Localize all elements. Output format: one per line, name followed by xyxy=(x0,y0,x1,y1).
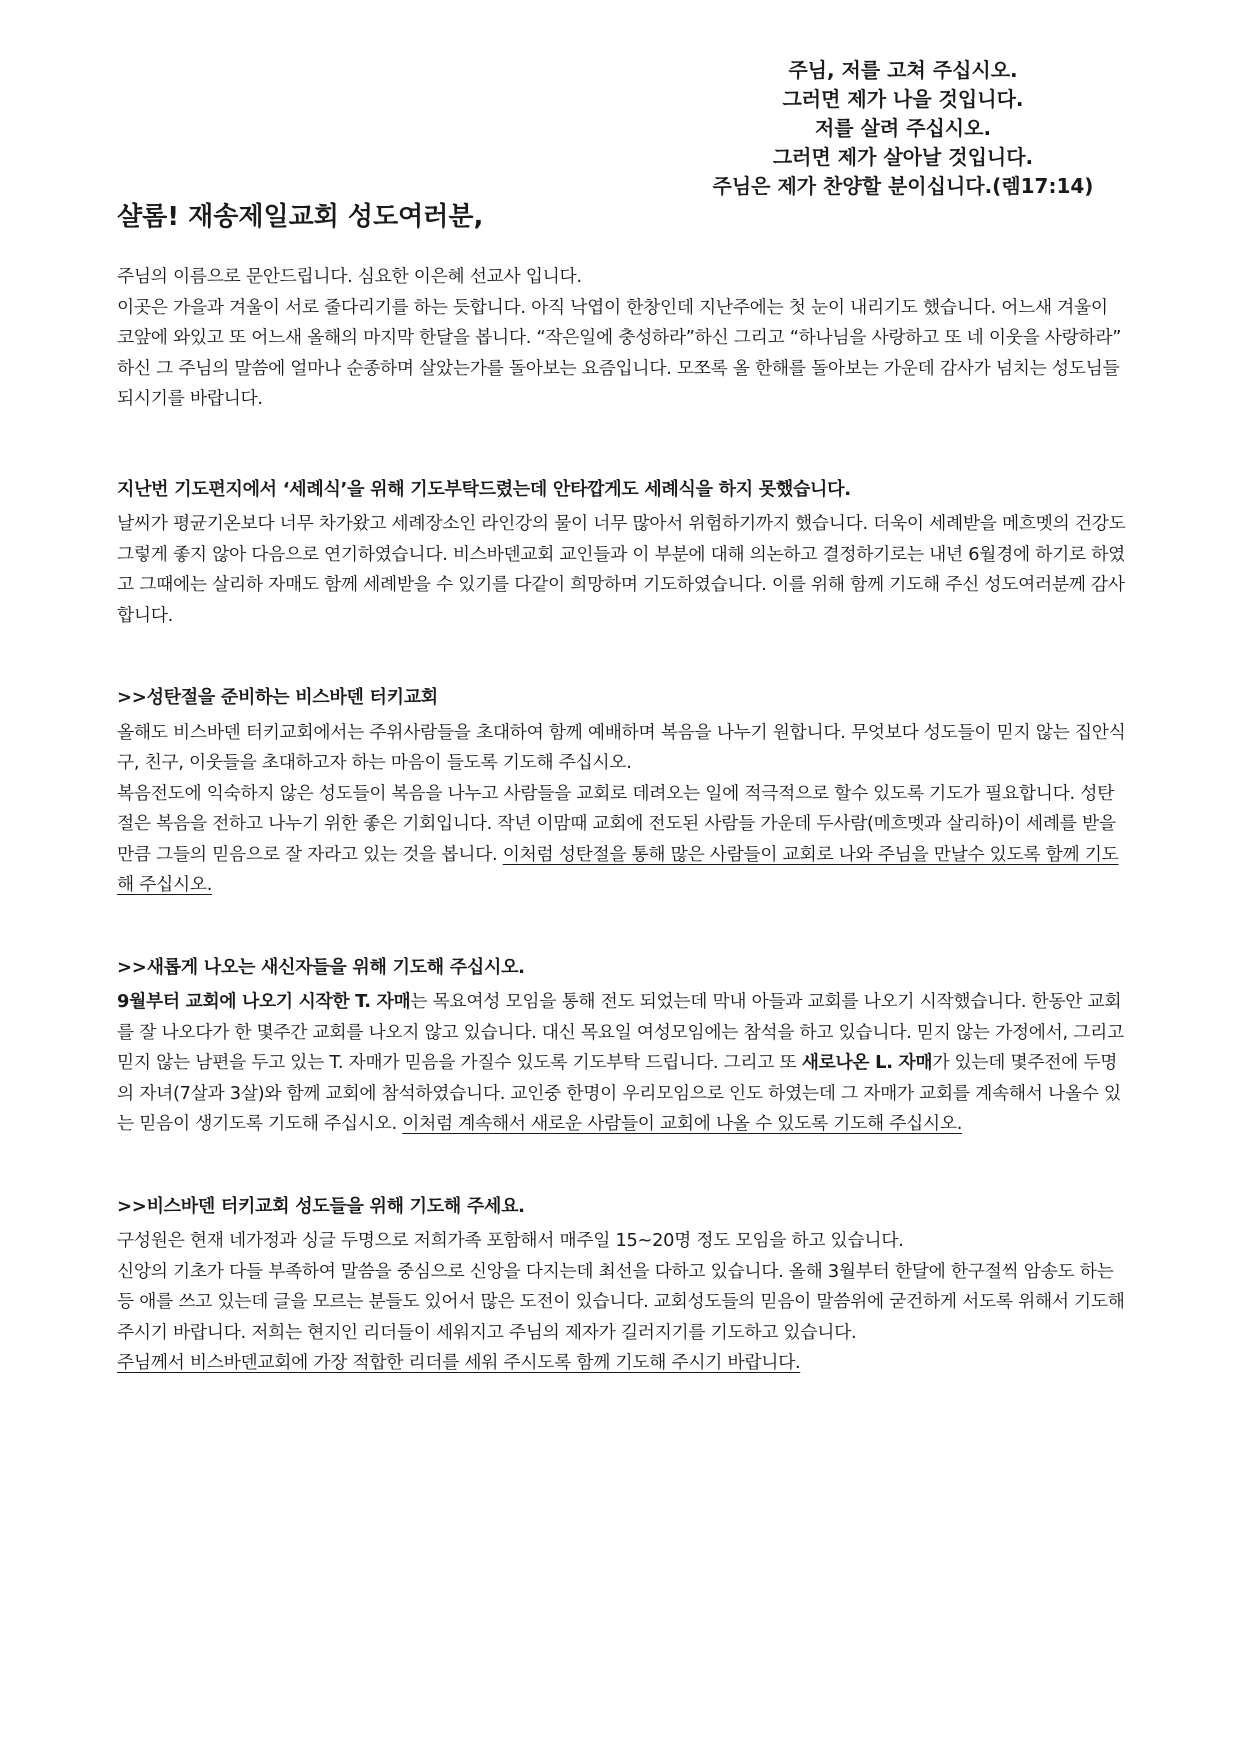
underlined-prayer-request: 이처럼 성탄절을 통해 많은 사람들이 교회로 나와 주님을 만날수 있도록 함께 기도해 주십시오. xyxy=(117,843,1119,895)
verse-line: 주님, 저를 고쳐 주십시오. xyxy=(788,58,1018,82)
section-paragraph xyxy=(117,987,1127,1140)
section-christmas xyxy=(117,683,1127,901)
bold-highlight: 새로나온 L. 자매 xyxy=(801,1052,933,1073)
intro-paragraph: 주님의 이름으로 문안드립니다. 심요한 이은혜 선교사 입니다. xyxy=(117,266,582,287)
paragraph-text: 가 있는데 몇주전에 두명의 자녀(7살과 3살)와 함께 교회에 참석하였습니다. 교인중 한명이 우리모임으로 인도 하였는데 그 자매가 교회를 계속해서 나올수 있는 믿음이 생기도록 기도해 주십시오. xyxy=(117,1052,1121,1134)
paragraph-text: 는 목요여성 모임을 통해 전도 되었는데 막내 아들과 교회를 나오기 시작했습니다. 한동안 교회를 잘 나오다가 한 몇주간 교회를 나오지 않고 있습니다. 대신 목요일 여성모임에는 참석을 하고 있습니다. 믿지 않는 가정에서, 그리고 믿지 않는 남편을 두고 있는 T. 자매가 믿음을 가질수 있도록 기도부탁 드립니다. 그리고 또 xyxy=(117,991,1124,1073)
greeting-title: 샬롬! 재송제일교회 성도여러분, xyxy=(117,202,484,232)
section-heading: >>비스바덴 터키교회 성도들을 위해 기도해 주세요. xyxy=(117,1195,525,1217)
section-heading: >>성탄절을 준비하는 비스바덴 터키교회 xyxy=(117,687,438,708)
section-paragraph xyxy=(117,779,1127,901)
section-paragraph: 날씨가 평균기온보다 너무 차가왔고 세례장소인 라인강의 물이 너무 많아서 위험하기까지 했습니다. 더욱이 세례받을 메흐멧의 건강도 그렇게 좋지 않아 다음으로 연기하였습니다. 비스바덴교회 교인들과 이 부분에 대해 의논하고 결정하기로는 내년 6월경에 하기로 하였고 그때에는 살리하 자매도 함께 세례받을 수 있기를 다같이 희망하며 기도하였습니다. 이를 위해 함께 기도해 주신 성도여러분께 감사합니다. xyxy=(117,513,1126,626)
section-heading: 지난번 기도편지에서 ‘세례식’을 위해 기도부탁드렸는데 안타깝게도 세례식을 하지 못했습니다. xyxy=(117,478,851,500)
section-newcomers xyxy=(117,953,1127,1140)
underlined-prayer-request: 이처럼 계속해서 새로운 사람들이 교회에 나올 수 있도록 기도해 주십시오. xyxy=(402,1113,963,1134)
section-paragraph: 구성원은 현재 네가정과 싱글 두명으로 저희가족 포함해서 매주일 15~20명 정도 모임을 하고 있습니다. xyxy=(117,1230,904,1251)
verse-line: 저를 살려 주십시오. xyxy=(814,116,992,140)
section-paragraph: 신앙의 기초가 다들 부족하여 말씀을 중심으로 신앙을 다지는데 최선을 다하고 있습니다. 올해 3월부터 한달에 한구절씩 암송도 하는 등 애를 쓰고 있는데 글을 모르는 분들도 있어서 많은 도전이 있습니다. 교회성도들의 믿음이 말씀위에 굳건하게 서도록 위해서 기도해 주시기 바랍니다. 저희는 현지인 리더들이 세워지고 주님의 제자가 길러지기를 기도하고 있습니다. xyxy=(117,1260,1125,1343)
verse-line: 그러면 제가 살아날 것입니다. xyxy=(772,145,1034,169)
paragraph-text: 복음전도에 익숙하지 않은 성도들이 복음을 나누고 사람들을 교회로 데려오는 일에 적극적으로 할수 있도록 기도가 필요합니다. 성탄절은 복음을 전하고 나누기 위한 좋은 기회입니다. 작년 이맘때 교회에 전도된 사람들 가운데 두사람(메흐멧과 살리하)이 세례를 받을만큼 그들의 믿음으로 잘 자라고 있는 것을 봅니다. xyxy=(117,782,1116,865)
letter-body xyxy=(117,262,1127,1379)
section-paragraph xyxy=(117,1348,1127,1379)
section-heading: >>새롭게 나오는 새신자들을 위해 기도해 주십시오. xyxy=(117,956,525,978)
bold-highlight: 9월부터 교회에 나오기 시작한 T. 자매 xyxy=(117,991,411,1012)
verse-line: 그러면 제가 나을 것입니다. xyxy=(782,87,1024,111)
section-baptism xyxy=(117,475,1127,632)
section-paragraph: 올해도 비스바덴 터키교회에서는 주위사람들을 초대하여 함께 예배하며 복음을 나누기 원합니다. 무엇보다 성도들이 믿지 않는 집안식구, 친구, 이웃들을 초대하고자 하는 마음이 들도록 기도해 주십시오. xyxy=(117,721,1126,773)
scripture-verse xyxy=(653,56,1153,201)
underlined-prayer-request: 주님께서 비스바덴교회에 가장 적합한 리더를 세워 주시도록 함께 기도해 주시기 바랍니다. xyxy=(117,1352,801,1373)
section-members xyxy=(117,1192,1127,1379)
intro-paragraph: 이곳은 가을과 겨울이 서로 줄다리기를 하는 듯합니다. 아직 낙엽이 한창인데 지난주에는 첫 눈이 내리기도 했습니다. 어느새 겨울이 코앞에 와있고 또 어느새 올해의 마지막 한달을 봅니다. “작은일에 충성하라”하신 그리고 “하나님을 사랑하고 또 네 이웃을 사랑하라” 하신 그 주님의 말씀에 얼마나 순종하며 살았는가를 돌아보는 요즘입니다. 모쪼록 올 한해를 돌아보는 가운데 감사가 넘치는 성도님들 되시기를 바랍니다. xyxy=(117,296,1122,409)
verse-line: 주님은 제가 찬양할 분이십니다.(렘17:14) xyxy=(712,174,1094,198)
